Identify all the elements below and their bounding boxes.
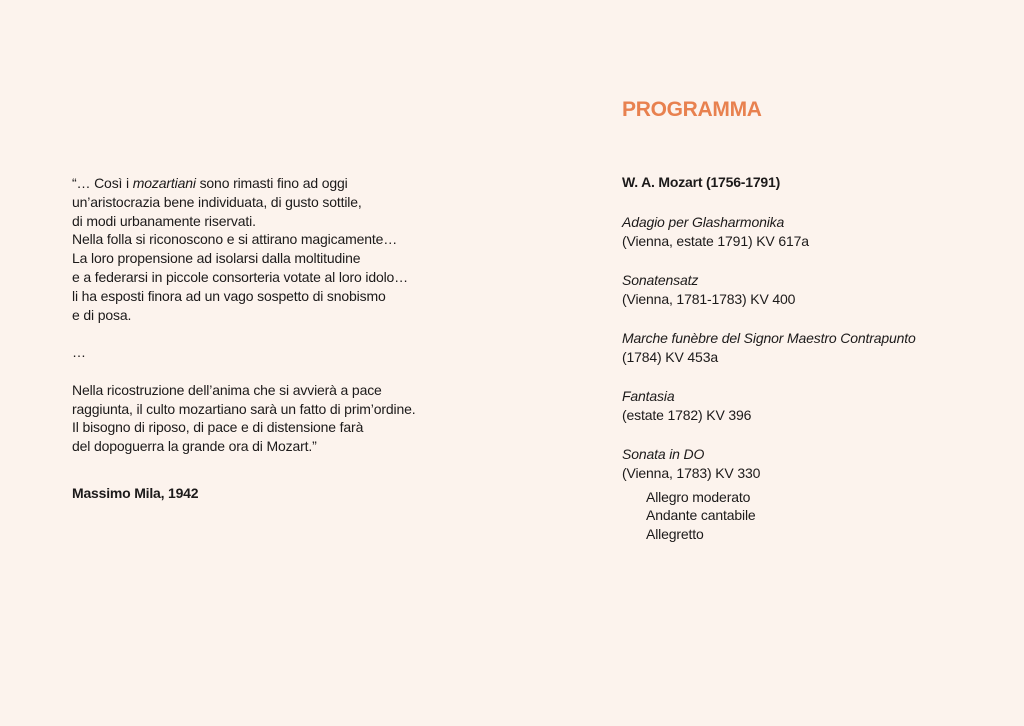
work-title: Marche funèbre del Signor Maestro Contrapunto [622,329,916,346]
quote-line: La loro propensione ad isolarsi dalla moltitudine [72,250,361,267]
quote-emphasis: mozartiani [132,175,196,191]
quote-line: Il bisogno di riposo, di pace e di distensione farà [72,419,364,436]
movement-item: Allegro moderato [646,488,751,505]
quote-ellipsis: … [72,344,86,361]
quote-line: “… Così i mozartiani sono rimasti fino ad oggi [72,175,348,191]
right-page [512,0,1024,726]
composer-name: W. A. Mozart (1756-1791) [622,174,781,190]
quote-block [72,174,492,456]
work-item [622,271,916,309]
quote-line: raggiunta, il culto mozartiano sarà un fatto di prim’ordine. [72,400,416,417]
work-item [622,213,916,251]
quote-line: Nella folla si riconoscono e si attirano magicamente… [72,231,398,248]
work-item [622,387,916,425]
work-title: Sonatensatz [622,271,699,288]
works-list [622,213,916,564]
quote-line: Nella ricostruzione dell’anima che si avvierà a pace [72,381,382,398]
work-detail: (Vienna, estate 1791) KV 617a [622,232,809,249]
work-detail: (Vienna, 1783) KV 330 [622,464,761,481]
work-title: Sonata in DO [622,445,705,462]
work-title: Adagio per Glasharmonika [622,214,785,230]
quote-line: un’aristocrazia bene individuata, di gusto sottile, [72,193,362,210]
work-detail: (1784) KV 453a [622,348,718,365]
quote-line: e di posa. [72,306,132,323]
work-title: Fantasia [622,387,675,404]
work-detail: (estate 1782) KV 396 [622,406,752,423]
work-item [622,329,916,367]
program-heading: PROGRAMMA [622,98,762,121]
work-detail: (Vienna, 1781-1783) KV 400 [622,290,796,307]
quote-line: li ha esposti finora ad un vago sospetto di snobismo [72,287,386,304]
work-item [622,445,916,544]
movement-item: Allegretto [646,526,704,543]
quote-line: e a federarsi in piccole consorteria votate al loro idolo… [72,268,409,285]
quote-author: Massimo Mila, 1942 [72,485,199,501]
quote-line: di modi urbanamente riservati. [72,212,256,229]
movements-list [622,488,916,544]
quote-line: del dopoguerra la grande ora di Mozart.” [72,438,317,455]
movement-item: Andante cantabile [646,507,756,524]
